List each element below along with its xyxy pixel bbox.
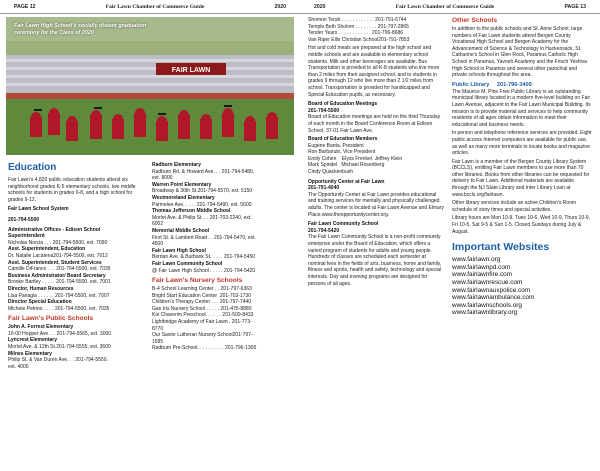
board-member: Emily Cohen Elyss Frenkel Jeffrey Klein <box>308 155 403 162</box>
high-school-line: Berdan Ave. & Burbank St. . . . . 201-794-5450 <box>152 254 256 261</box>
website-link[interactable]: www.fairlawnlibrary.org <box>452 309 518 317</box>
hr-line: Lisa Panagia . . . . . . 201-794-5500, ext. 7007 <box>8 292 110 299</box>
lyncrest-name: Lyncrest Elementary <box>8 337 58 344</box>
community-text: The Fair Lawn Community School is a non-profit community enterprise under the Board of Education, which offers a varied program of students for adults and young people. Hundreds of classes are scheduled each semester at nominal fees in the fields of arts, business, home and family, fitness and sports, health and safety, technology and special interests. Day and evening programs are designed for persons of all ages. <box>308 234 442 287</box>
admin-heading: Administrative Offices - Edison School <box>8 226 101 233</box>
nursery-item: Radburn Pre-School. . . . . . . . . . 201-796-1300 <box>152 345 257 352</box>
board-meetings-text: Board of Education meetings are held on the third Thursday of each month in the Board Conference Room at Edison School, 37-01 Fair Lawn Ave. <box>308 114 441 134</box>
public-schools-heading: Fair Lawn's Public Schools <box>8 315 94 323</box>
board-meetings-heading: Board of Education Meetings <box>308 101 378 108</box>
milnes-name: Milnes Elementary <box>8 350 52 357</box>
district-name: Fair Lawn School System <box>8 206 69 213</box>
right-column-2 <box>452 17 592 317</box>
jefferson-name: Thomas Jefferson Middle School <box>152 208 231 215</box>
website-link[interactable]: www.fairlawnrescue.com <box>452 279 523 286</box>
board-member: Mark Spindel Michael Rosenberg <box>308 162 385 169</box>
websites-list <box>452 256 592 317</box>
other-schools-heading: Other Schools <box>452 17 498 24</box>
website-link[interactable]: www.fairlawnpd.com <box>452 263 511 271</box>
memorial-line-2: 4500 <box>152 241 164 248</box>
asst-student-title: Asst. Superintendent, Student Services <box>8 259 102 266</box>
community-school-name: Fair Lawn Community School <box>152 260 223 267</box>
board-member: Ron Barbarulo, Vice President <box>308 149 376 156</box>
left-header <box>0 0 300 14</box>
forrest-name: John A. Forrest Elementary <box>8 324 74 331</box>
library-phone: 201-796-3400 <box>496 81 532 88</box>
community-heading: Fair Lawn Community School <box>308 221 379 228</box>
temple-item: Tender Years . . . . . . . . . . . . 201-796-8686 <box>308 30 404 37</box>
nursery-item: Koi Chaverim Preschool. . . . . . 201-509-8433 <box>152 312 254 319</box>
other-schools-text: In addition to the public schools and St. Anne School, large numbers of Fair Lawn students attend Bergen County Vocational High School and Bergen Academy for the Advancement of Science & Technology in Hackensack, St. Catharine's School in Glen Rock, Paramus Catholic High School in Paramus, Yavneh Academy and the Frisch Yeshiva High School in Paramus and several other parochial and private schools throughout the area. <box>452 26 587 79</box>
memorial-name: Memorial Middle School <box>152 227 210 234</box>
education-intro: Fair Lawn's 4,820 public education students attend six neighborhood grades K-5 elementary schools, two middle schools for students in grades 6-8, and a high school for grades 9-12. <box>8 177 136 203</box>
library-text: The Maurice M. Pine Free Public Library is an outstanding municipal library located in a modern five-level building on Fair Lawn Avenue, adjacent to the Fair Lawn Municipal Building. Its mission is to provide material and services to help community residents of all ages obtain information to meet their educational and business needs. <box>452 88 591 128</box>
board-member: Eugene Banta, President <box>308 142 364 149</box>
website-link[interactable]: www.fairlawnfire.com <box>452 271 513 279</box>
nursery-item: 8770 <box>152 325 164 332</box>
special-line: Michele Petrino . . . . 201-794-5500, ext. 7035 <box>8 305 110 312</box>
board-meetings-phone: 201-794-5500 <box>308 107 340 114</box>
left-year: 2020 <box>274 3 286 10</box>
photo-sign-text: FAIR LAWN <box>171 67 211 74</box>
asst-super-line: Dr. Natalie Lacatena201-794-5500, ext. 7012 <box>8 252 108 259</box>
radburn-line-1: Radburn Rd. & Howard Ave. . . 201-794-5480, <box>152 168 255 175</box>
superintendent-line: Nicholas Norcia . . . 201-794-5500, ext. 7090 <box>8 239 108 246</box>
left-guide-title: Fair Lawn Chamber of Commerce Guide <box>105 3 205 10</box>
nursery-item: 1585 <box>152 338 164 345</box>
district-phone: 201-794-5500 <box>8 216 40 223</box>
warren-line: Broadway & 30th St.201-794-5570, ext. 5150 <box>152 188 253 195</box>
left-page-number: PAGE 12 <box>14 3 36 10</box>
westmoreland-line: Parmelee Ave. . . . . 201-794-5490, ext. 5600 <box>152 201 252 208</box>
westmoreland-name: Westmoreland Elementary <box>152 194 215 201</box>
right-year: 2020 <box>314 3 326 10</box>
website-link[interactable]: www.fairlawnschools.org <box>452 301 522 309</box>
milnes-line-1: Philip St. & Van Duren Ave. . . 201-794-5550, <box>8 357 108 364</box>
nursery-item: B-4 School Learning Center . . 201-797-6363 <box>152 286 252 293</box>
library-text-2: In person and telephone reference services are provided. Eight public access Internet computers are available for public use, as well as many more terminals to locate books and magazine articles. <box>452 130 592 157</box>
website-link[interactable]: www.fairlawnauxpolice.com <box>452 286 531 294</box>
website-link[interactable]: www.fairlawn.org <box>452 256 501 264</box>
websites-heading: Important Websites <box>452 241 550 254</box>
asst-student-line: Camille DiFranco . . . 201-794-5500, ext. 7035 <box>8 266 111 273</box>
jefferson-line-2: 6002 <box>152 221 164 228</box>
library-text-3: Fair Lawn is a member of the Bergen County Library System (BCCLS), entitling Fair Lawn members to use more than 70 other libraries. Books from other libraries can be requested for delivery to Fair Lawn. Additional materials are available through the NJ State Library and Inter Library Loan at www.bccls.org/fairlawn. <box>452 158 590 198</box>
library-heading: Public Library <box>452 81 490 88</box>
community-school-line: @ Fair Lawn High School . . . . . 201-794-5420 <box>152 267 256 274</box>
special-title: Director Special Education <box>8 299 72 306</box>
library-hours: Library hours are Mon 10-9, Tues 10-6, Wed 10-9, Thurs 10-9, Fri 10-5, Sat 9-5 & Sun 1-5. Closed Sundays during July & August. <box>452 215 590 235</box>
temple-item: Van Riper Ellis Christian School201-791-7853 <box>308 36 410 43</box>
education-heading: Education <box>8 162 57 173</box>
left-column-1 <box>8 160 148 370</box>
milnes-line-2: ext. 4000 <box>8 363 29 370</box>
library-heading-row <box>452 82 592 89</box>
hr-title: Director, Human Resources <box>8 285 74 292</box>
opportunity-text: The Opportunity Center at Fair Lawn provides educational and training services for mentally and physically challenged adults. The center is located at Fair Lawn Avenue and Elmary Place.www.theopportunitycenter.org. <box>308 191 445 218</box>
graduation-photo-illustration <box>6 17 294 155</box>
lunch-text: Hot and cold meals are prepared at the high school and middle schools and are available to elementary school students. Milk and other beverages are available. Bus Transportation is provided to all K-8 students who live more than 2 miles from their assigned school, and to students in grades 9 through 12 who live more than 2 1/2 miles from school. Transportation is provided for handicapped and Special Education pupils, as necessary. <box>308 45 440 98</box>
board-members-heading: Board of Education Members <box>308 136 378 143</box>
nursery-heading: Fair Lawn's Nursery Schools <box>152 277 243 285</box>
warren-name: Warren Point Elementary <box>152 181 212 188</box>
right-page <box>300 0 600 471</box>
high-school-name: Fair Lawn High School <box>152 247 206 254</box>
lyncrest-line: Morlot Ave. & 12th St.201-794-5555, ext. 3600 <box>8 344 111 351</box>
temple-item: Shomrei Torah . . . . . . . . . . . . 201-791-6744 <box>308 17 407 23</box>
business-line: Brooke Bartley . . . . . 201-794-5500, ext. 7001 <box>8 279 111 286</box>
nursery-item: Our Savior Lutheran Nursery School201-797- <box>152 332 253 339</box>
asst-super-title: Asst. Superintendent, Education <box>8 246 86 253</box>
opportunity-phone: 201-791-4040 <box>308 185 340 192</box>
community-phone: 201-794-5420 <box>308 227 340 234</box>
photo-caption: Fair Lawn High School's socially distant graduation ceremony for the Class of 2020 <box>14 23 147 36</box>
forrest-line: 10-00 Hopper Ave. . . 201-794-5565, ext. 3000 <box>8 330 112 337</box>
business-title: Business Administrator/ Board Secretary <box>8 272 106 279</box>
library-text-4: Other library services include an active Children's Room schedule of story times and special activities. <box>452 200 577 213</box>
right-column-1 <box>308 17 444 289</box>
nursery-item: Children's Therapy Center . . . 201-797-7440 <box>152 299 251 306</box>
temple-item: Temple Beth Sholom . . . . . . . . 201-797-2865 <box>308 23 409 30</box>
website-link[interactable]: www.fairlawnambulance.com <box>452 294 535 302</box>
left-column-2 <box>152 160 294 352</box>
board-member: Cindy Quackenbush <box>308 169 354 176</box>
nursery-item: Gan Iris Nursery School . . . . . 201-475-8880 <box>152 305 252 312</box>
right-page-number: PAGE 13 <box>564 3 586 10</box>
right-guide-title: Fair Lawn Chamber of Commerce Guide <box>395 3 495 10</box>
radburn-line-2: ext. 8000 <box>152 175 173 182</box>
nursery-item: Bright Start Education Center .201-703-1730 <box>152 292 251 299</box>
superintendent-title: Superintendent <box>8 233 45 240</box>
right-header <box>300 0 600 14</box>
radburn-name: Radburn Elementary <box>152 162 201 168</box>
nursery-item: Lightbridge Academy of Fair Lawn . 201-773- <box>152 319 252 326</box>
opportunity-heading: Opportunity Center at Fair Lawn <box>308 178 385 185</box>
memorial-line-1: First St. & Lambert Road . . 201-794-5470, ext. <box>152 234 256 241</box>
jefferson-line-1: Morlot Ave. & Philip St. . . 201-703-2240, ext. <box>152 214 252 221</box>
graduation-photo <box>6 17 294 155</box>
